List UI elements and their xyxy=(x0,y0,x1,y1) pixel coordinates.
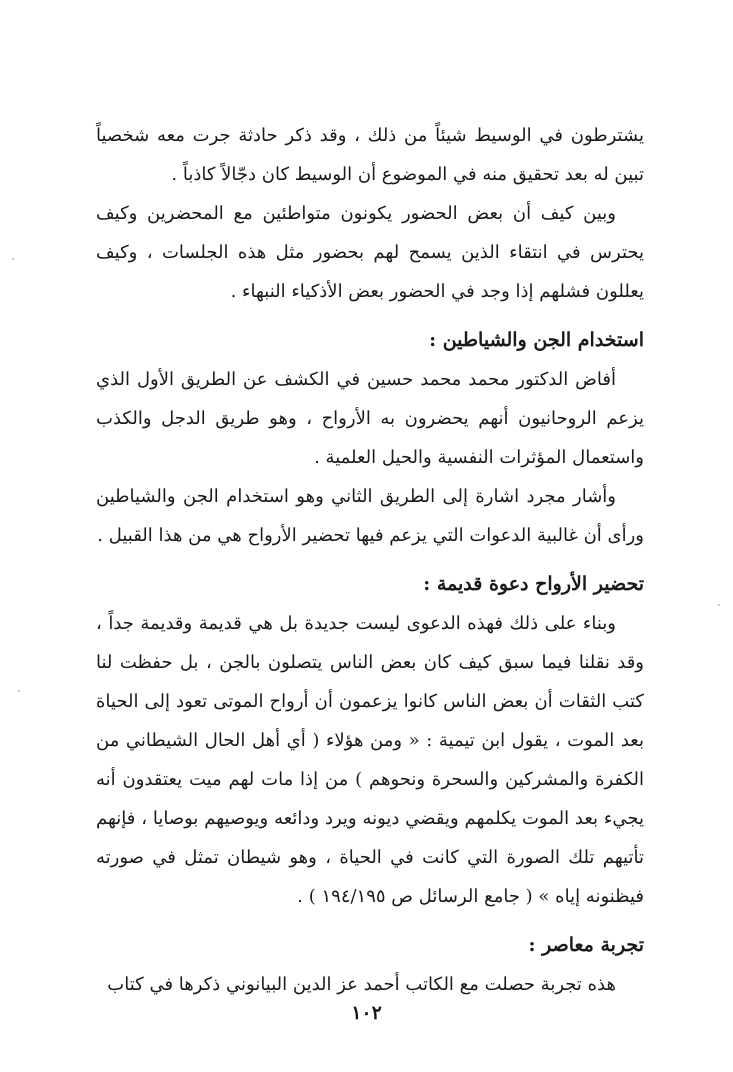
page-body xyxy=(96,116,644,1004)
section-heading-modern: تجربة معاصر : xyxy=(528,934,644,956)
paragraph: وبناء على ذلك فهذه الدعوى ليست جديدة بل هي قديمة وقديمة جداً ، وقد نقلنا فيما سبق كيف كان بعض الناس يتصلون بالجن ، بل حفظت لنا كتب الثقات أن بعض الناس كانوا يزعمون أن أرواح الموتى تعود إلى الحياة بعد الموت ، يقول ابن تيمية : « ومن هؤلاء ( أي أهل الحال الشيطاني من الكفرة والمشركين والسحرة ونحوهم ) من إذا مات لهم ميت يعتقدون أنه يجيء بعد الموت يكلمهم ويقضي ديونه ويرد ودائعه ويوصيهم بوصايا ، فإنهم تأتيهم تلك الصورة التي كانت في الحياة ، وهو شيطان تمثل في صورته فيظنونه إياه » ( جامع الرسائل ص ١٩٤/١٩٥ ) . xyxy=(96,613,644,907)
page-number: ١٠٢ xyxy=(351,1002,382,1024)
paragraph: وأشار مجرد اشارة إلى الطريق الثاني وهو استخدام الجن والشياطين ورأى أن غالبية الدعوات التي يزعم فيها تحضير الأرواح هي من هذا القبيل . xyxy=(96,486,644,546)
section-heading-jinn: استخدام الجن والشياطين : xyxy=(429,329,644,351)
paragraph: أفاض الدكتور محمد محمد حسين في الكشف عن الطريق الأول الذي يزعم الروحانيون أنهم يحضرون به الأرواح ، وهو طريق الدجل والكذب واستعمال المؤثرات النفسية والحيل العلمية . xyxy=(96,369,644,468)
scan-speck xyxy=(718,604,720,606)
scan-speck xyxy=(12,258,14,260)
paragraph-continued: يشترطون في الوسيط شيئاً من ذلك ، وقد ذكر حادثة جرت معه شخصياً تبين له بعد تحقيق منه في الموضوع أن الوسيط كان دجّالاً كاذباً . xyxy=(96,125,644,185)
section-heading-old-claim: تحضير الأرواح دعوة قديمة : xyxy=(423,573,644,595)
paragraph: هذه تجربة حصلت مع الكاتب أحمد عز الدين البيانوني ذكرها في كتاب xyxy=(107,974,616,995)
scan-speck xyxy=(18,690,20,692)
paragraph: وبين كيف أن بعض الحضور يكونون متواطئين مع المحضرين وكيف يحترس في انتقاء الذين يسمح لهم بحضور مثل هذه الجلسات ، وكيف يعللون فشلهم إذا وجد في الحضور بعض الأذكياء النبهاء . xyxy=(96,203,644,302)
